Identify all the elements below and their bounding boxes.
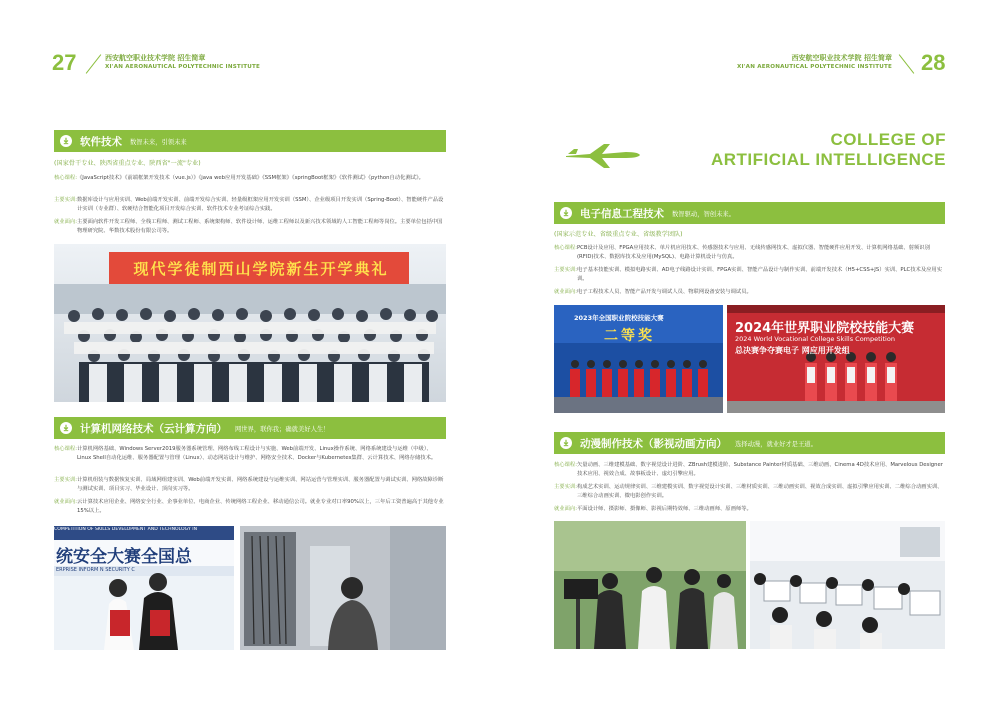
training-row [554,483,945,501]
section-subtitle: 数智未来，引领未来 [130,138,187,146]
photo-caption-en2: ERPRISE INFORM N SECURITY C [56,567,135,573]
filming-photo [554,521,746,649]
employment-row [554,288,945,297]
award-caption-en: 2024 World Vocational College Skills Competition [735,335,895,343]
photo-caption-cn: 统安全大赛全国总 [56,547,192,567]
row-key: 核心课程: [54,446,77,452]
row-value: 《JavaScript技术》《前端框架开发技术（vue.js）》《java web应用开发基础》《SSM框架》《springBoot框架》《软件测试》《python自动化测试》。 [76,175,424,181]
row-key: 就业面向: [554,506,577,512]
section-header-network [54,417,446,439]
row-value: 平面设计师、摄影师、摄像师、影视后期特效师、三维动画师、原画师等。 [576,506,752,512]
award-caption: 2023年全国职业院校技能大赛 [574,314,664,322]
section-header-animation [554,432,945,454]
college-title-line1: COLLEGE OF [830,130,946,149]
header-divider [86,54,102,74]
employment-row [54,498,446,516]
college-title-line2: ARTIFICIAL INTELLIGENCE [710,150,946,169]
award-level: 二等奖 [604,328,655,344]
row-value: 构成艺术实训、运动规律实训、三维建模实训、数字视觉设计实训、三维材质实训、三维动画实训、视效合成实训、虚拟引擎应用实训、二维综合动画实训、三维综合动画实训、微电影创作实训。 [576,484,943,499]
row-key: 主要实训: [54,197,77,203]
row-key: 核心课程: [54,175,77,181]
classroom-photo [750,521,945,649]
section-tagline: (国家骨干专业、陕西省重点专业、陕西省"一流"专业) [54,160,201,167]
row-key: 就业面向: [54,499,77,505]
page-number: 28 [921,50,946,75]
row-key: 就业面向: [554,289,577,295]
training-row [554,266,945,284]
award-photo-2 [727,305,945,413]
employment-row [54,218,446,236]
row-value: 计算机组装与数据恢复实训、局域网组建实训、Web前端开发实训、网络系统建设与运维实训、网站运营与管理实训、服务器配置与调试实训、网络故障诊断与测试实训、项目实习、毕业设计、顶岗实习等。 [76,477,444,492]
section-title: 计算机网络技术（云计算方向） [80,422,227,435]
lab-photo [240,526,446,650]
award-category: 总决赛争夺赛电子 网应用开发组 [735,346,850,355]
group-photo [54,244,446,402]
header-cn: 西安航空职业技术学院 招生简章 [791,54,892,62]
section-subtitle: 数智驱动，智创未来。 [672,210,735,218]
section-tagline: (国家示范专业、省级重点专业、省级教学团队) [554,231,683,238]
section-header-electronics [554,202,945,224]
airplane-icon [564,140,642,170]
row-value: PCB设计及应用、FPGA应用技术、单片机应用技术、传感器技术与应用、无线传感网技术、虚拟仪器、智能硬件应用开发、计算机网络基础、射频识别(RFID)技术、数据库技术及应用(MySQL)、电路计算机设计与仿真。 [576,245,930,260]
section-subtitle: 选择动漫，就业好才是王道。 [735,440,817,448]
page-number: 27 [52,50,77,75]
competition-photo [54,526,234,650]
right-page [499,0,998,702]
award-caption: 2024年世界职业院校技能大赛 [735,321,915,336]
course-row [54,445,446,463]
row-value: 计算机网络基础、Windows Server2019服务器系统管理、网络布线工程设计与实施、Web前端开发、Linux操作系统、网络系统建设与运维（中级）、Linux Shell自动化运维、服务器配置与管理（Linux）、动态网站设计与维护、网络安全技术、Docker与Kubernetes集群、云计算技术、网络存储技术。 [76,446,437,461]
download-circle-icon [60,135,72,147]
course-row [554,244,945,262]
section-title: 电子信息工程技术 [580,207,664,220]
row-key: 核心课程: [554,462,577,468]
row-value: 电子工程技术人员、智能产品开发与调试人员、物联网设备安装与调试员。 [576,289,752,295]
banner-text: 现代学徒制西山学院新生开学典礼 [133,260,389,278]
section-header-software [54,130,446,152]
section-title: 软件技术 [80,135,122,148]
page-header [105,54,260,72]
course-row [54,174,446,183]
download-circle-icon [560,437,572,449]
section-subtitle: 网世界，联你我；确就美好人生！ [235,425,330,433]
header-en: XI'AN AERONAUTICAL POLYTECHNIC INSTITUTE [105,64,261,70]
header-en: XI'AN AERONAUTICAL POLYTECHNIC INSTITUTE [736,64,892,70]
download-circle-icon [560,207,572,219]
header-cn: 西安航空职业技术学院 招生简章 [105,54,206,62]
training-row [54,476,446,494]
row-key: 主要实训: [54,477,77,483]
award-photo-1 [554,305,723,413]
row-value: 云计算技术应用企业、网络安全行业、企事业单位、电商企业、传统网络工程企业、移动通信公司。就业专业对口率90%以上，三年后工资普遍高于其他专业15%以上。 [76,499,444,514]
section-title: 动漫制作技术（影视动画方向） [580,437,727,450]
row-key: 核心课程: [554,245,577,251]
row-key: 主要实训: [554,267,577,273]
course-row [554,461,945,479]
row-key: 就业面向: [54,219,77,225]
training-row [54,196,446,214]
employment-row [554,505,945,514]
row-value: 矢量动画、三维建模基础、数字视觉设计进阶、ZBrush建模进阶、Substance Painter材质基础、三维动画、Cinema 4D技术应用、Marvelous Designer技术应用、视效合成、故事板设计、虚幻引擎应用。 [576,462,943,477]
row-value: 主要面向软件开发工程师、全栈工程师、测试工程师、系统架构师、软件设计师、运维工程师以及新兴技术领域的人工智能工程师等岗位。主要单位包括中国物理研究院、华数技术股份有限公司等。 [76,219,443,234]
header-divider [899,54,915,74]
download-circle-icon [60,422,72,434]
row-value: 电子基本技能实训、模拟电路实训、AD电子线路设计实训、FPGA实训、智能产品设计与制作实训、前端开发技术（H5+CSS+JS）实训、PLC技术及应用实训。 [576,267,943,282]
college-title [711,130,946,170]
photo-caption-en: COMPETITION OF SKILLS DEVELOPMENT AND TECHNOLOGY IN [54,527,198,532]
row-value: 数据库设计与应用实训、Web前端开发实训、前端开发综合实训、轻量级框架应用开发实训（SSM）、企业级项目开发实训（Spring-Boot）、智能硬件产品设计实训（专业群）、软硬结合智能化项目开发综合实训、软件技术专业考证综合实践。 [76,197,444,212]
page-header [736,54,892,72]
row-key: 主要实训: [554,484,577,490]
